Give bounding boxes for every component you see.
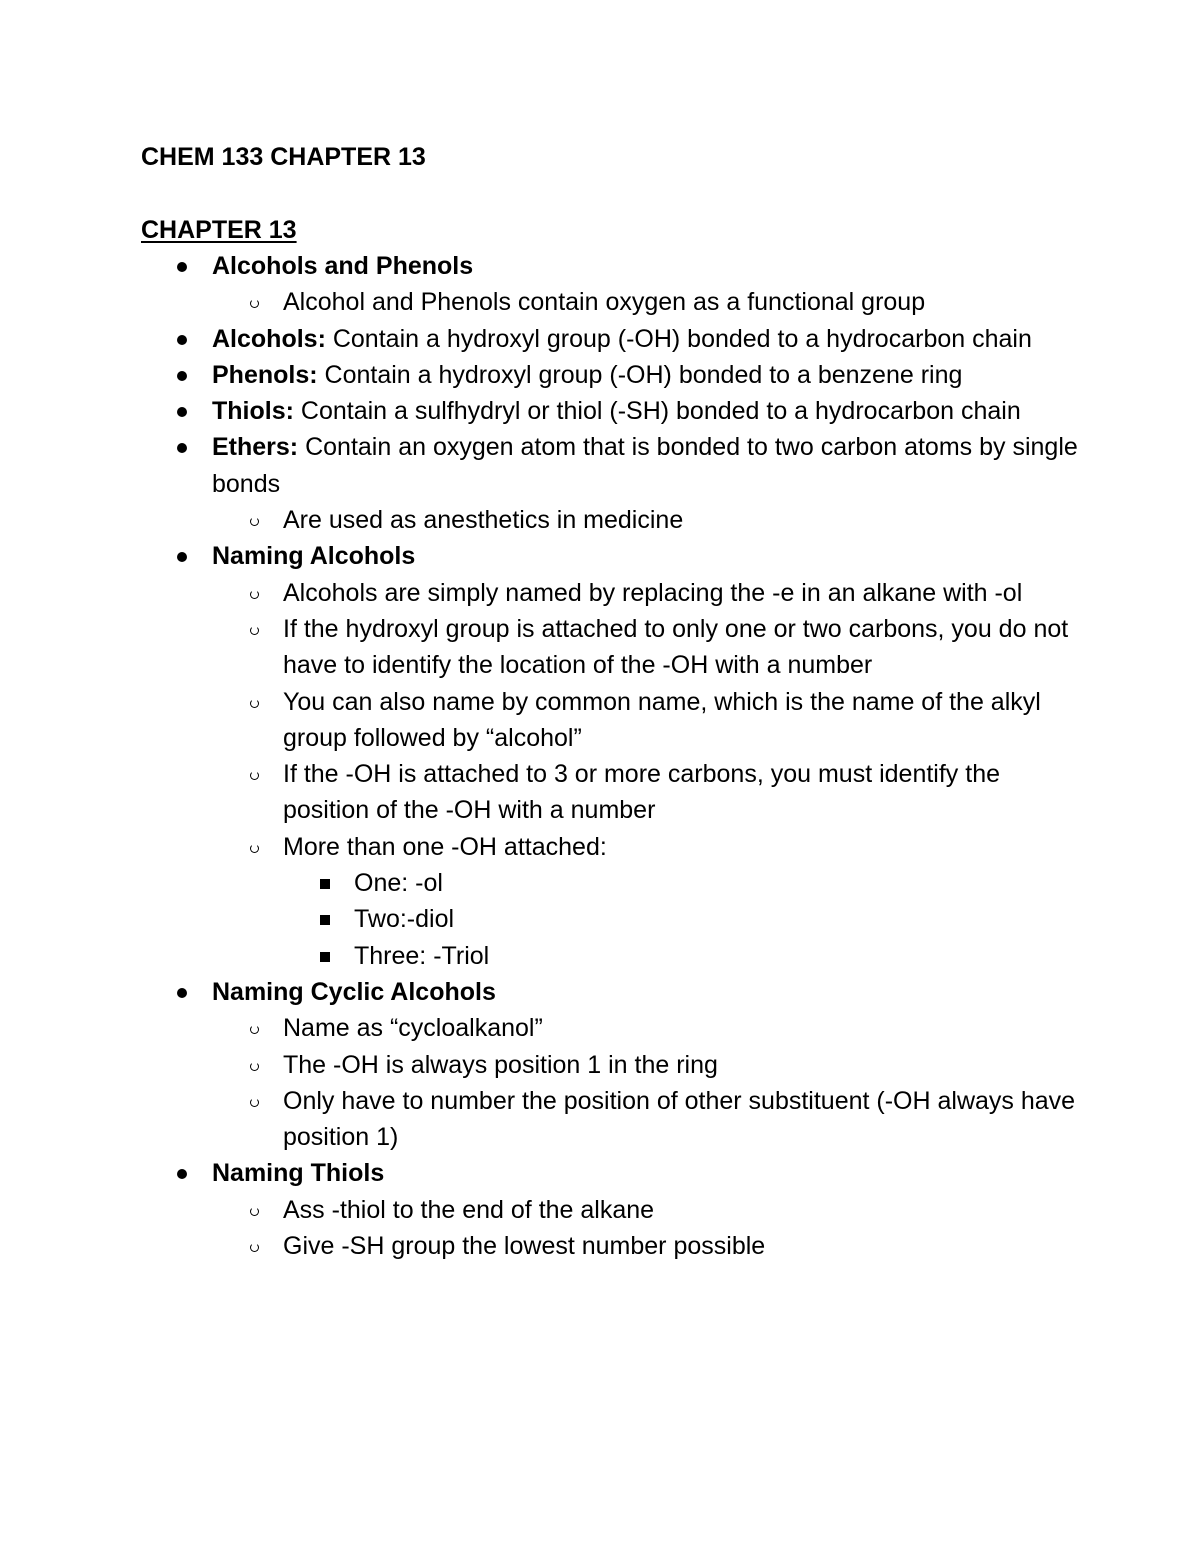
item-text: Three: -Triol — [354, 941, 490, 970]
list-item — [0, 611, 1200, 684]
item-text: Only have to number the position of other substituent (-OH always have position 1) — [283, 1086, 1076, 1152]
list-item — [0, 1155, 1200, 1191]
bullet-icon — [177, 552, 187, 562]
square-bullet-icon — [320, 879, 330, 889]
ring-bullet-icon — [250, 1098, 259, 1107]
list-item — [0, 865, 1200, 901]
ring-bullet-icon — [250, 299, 259, 308]
list-item — [0, 502, 1200, 538]
item-text: Contain a sulfhydryl or thiol (-SH) bonded to a hydrocarbon chain — [293, 397, 1021, 426]
item-text: Two:-diol — [354, 905, 455, 934]
list-item — [0, 429, 1200, 502]
item-term: Alcohols and Phenols — [212, 252, 474, 280]
list-item — [0, 393, 1200, 429]
bullet-icon — [177, 988, 187, 998]
ring-bullet-icon — [250, 517, 259, 526]
item-term: Ethers: — [212, 433, 299, 462]
item-text: Give -SH group the lowest number possible — [283, 1232, 766, 1261]
list-item — [0, 829, 1200, 865]
item-term: Alcohols: — [212, 324, 326, 353]
item-term: Naming Thiols — [212, 1159, 385, 1188]
item-term: Naming Cyclic Alcohols — [212, 977, 496, 1006]
item-text: Alcohol and Phenols contain oxygen as a functional group — [283, 288, 926, 317]
ring-bullet-icon — [250, 844, 259, 853]
list-item — [0, 575, 1200, 611]
item-term: Naming Alcohols — [212, 542, 416, 571]
list-item — [0, 1083, 1200, 1156]
list-item — [0, 1047, 1200, 1083]
item-text: More than one -OH attached: — [283, 832, 607, 861]
list-item — [0, 321, 1200, 357]
ring-bullet-icon — [250, 590, 259, 599]
bullet-icon — [177, 1169, 187, 1179]
item-text: Contain an oxygen atom that is bonded to two carbon atoms by single bonds — [212, 433, 1078, 498]
item-text: The -OH is always position 1 in the ring — [283, 1050, 718, 1079]
item-text: Contain a hydroxyl group (-OH) bonded to a hydrocarbon chain — [325, 324, 1032, 353]
ring-bullet-icon — [250, 1062, 259, 1071]
item-text: You can also name by common name, which is the name of the alkyl group followed by “alcohol” — [283, 687, 1041, 752]
ring-bullet-icon — [250, 626, 259, 635]
bullet-icon — [177, 335, 187, 345]
item-term: Thiols: — [212, 397, 294, 426]
list-item — [0, 1228, 1200, 1264]
bullet-icon — [177, 262, 187, 272]
item-text: Alcohols are simply named by replacing the -e in an alkane with -ol — [283, 578, 1023, 607]
item-text: Contain a hydroxyl group (-OH) bonded to a benzene ring — [317, 360, 963, 389]
section-heading: CHAPTER 13 — [141, 216, 297, 244]
bullet-icon — [177, 443, 187, 453]
item-text: If the hydroxyl group is attached to only one or two carbons, you do not have to identify the location of the -OH with a number — [283, 614, 1069, 680]
square-bullet-icon — [320, 915, 330, 925]
list-item — [0, 901, 1200, 937]
item-text: One: -ol — [354, 869, 443, 898]
bullet-icon — [177, 407, 187, 417]
list-item — [0, 684, 1200, 757]
list-item — [0, 357, 1200, 393]
ring-bullet-icon — [250, 1025, 259, 1034]
list-item — [0, 756, 1200, 829]
item-text: Ass -thiol to the end of the alkane — [283, 1195, 655, 1224]
list-item — [0, 1010, 1200, 1046]
ring-bullet-icon — [250, 699, 259, 708]
item-term: Phenols: — [212, 360, 318, 389]
ring-bullet-icon — [250, 771, 259, 780]
item-text: Name as “cycloalkanol” — [283, 1014, 543, 1043]
list-item — [0, 248, 1200, 284]
document-title: CHEM 133 CHAPTER 13 — [141, 143, 426, 171]
list-item — [0, 538, 1200, 574]
square-bullet-icon — [320, 952, 330, 962]
ring-bullet-icon — [250, 1207, 259, 1216]
item-text: If the -OH is attached to 3 or more carbons, you must identify the position of the -OH with a number — [283, 760, 1001, 825]
list-item — [0, 1192, 1200, 1228]
list-item — [0, 284, 1200, 320]
item-text: Are used as anesthetics in medicine — [283, 506, 684, 535]
list-item — [0, 938, 1200, 974]
bullet-icon — [177, 371, 187, 381]
ring-bullet-icon — [250, 1243, 259, 1252]
notes-list — [0, 248, 1200, 1264]
list-item — [0, 974, 1200, 1010]
